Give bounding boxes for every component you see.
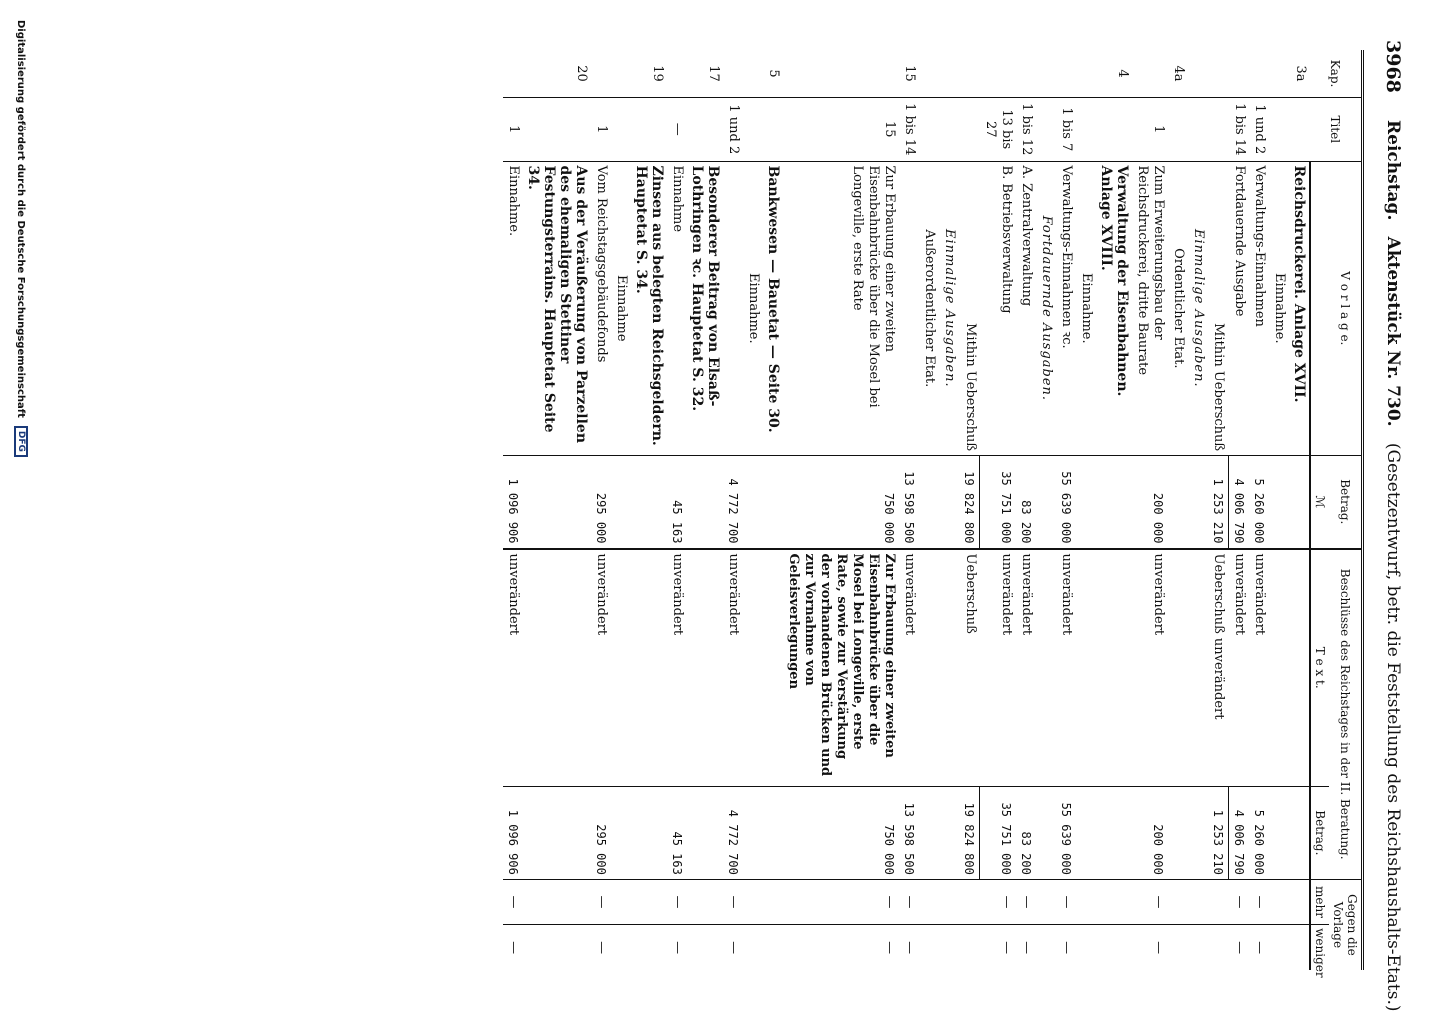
mehr-cell: [1168, 879, 1188, 924]
kap-cell: 19: [650, 65, 666, 82]
amount-cell: [1036, 456, 1056, 549]
text-cell: Einnahme.: [504, 161, 524, 456]
amount-cell: 4 006 790: [1229, 456, 1250, 549]
weniger-cell: [1188, 925, 1208, 970]
mehr-cell: [1188, 879, 1208, 924]
beschluss-text-cell: [1269, 549, 1289, 787]
document-number: Aktenstück Nr. 730.: [1383, 236, 1403, 427]
beschluss-text-cell: [1168, 549, 1188, 787]
titel-cell: [1168, 98, 1188, 161]
text-cell: Einnahme.: [744, 161, 764, 456]
amount-cell: [612, 456, 632, 549]
beschluss-text-cell: unverändert: [504, 549, 524, 787]
amount-cell: 35 751 000: [980, 456, 1016, 549]
table-row: [668, 50, 688, 970]
amount-cell: [632, 456, 668, 549]
beschluss-text-cell: unverändert: [1016, 549, 1036, 787]
table-row: [1076, 50, 1096, 970]
beschluss-amount-cell: 45 163: [668, 786, 688, 879]
text-cell: Einnahme: [612, 161, 632, 456]
table-row: [612, 50, 632, 970]
weniger-cell: [920, 925, 940, 970]
kap-cell: [960, 50, 981, 98]
weniger-cell: [940, 925, 960, 970]
titel-cell: [1269, 98, 1289, 161]
table-row: [1188, 50, 1208, 970]
amount-cell: [524, 456, 592, 549]
weniger-cell: [1208, 925, 1229, 970]
col-header-betrag-2: Betrag.: [1310, 786, 1329, 879]
kap-cell: 5: [766, 69, 782, 78]
titel-cell: 1 bis 14: [900, 98, 920, 161]
beschluss-amount-cell: 200 000: [1132, 786, 1168, 879]
table-row: [744, 50, 764, 970]
beschluss-text-cell: unverändert: [1132, 549, 1168, 787]
text-cell: Einnahme.: [1076, 161, 1096, 456]
kap-cell: [1229, 50, 1250, 98]
kap-cell: [1036, 50, 1056, 98]
weniger-cell: [1289, 925, 1310, 970]
amount-cell: 295 000: [592, 456, 612, 549]
amount-cell: 1 096 906: [504, 456, 524, 549]
beschluss-amount-cell: [1096, 786, 1132, 879]
beschluss-amount-cell: [524, 786, 592, 879]
weniger-cell: [764, 925, 784, 970]
mehr-cell: [1208, 879, 1229, 924]
kap-cell: 4a: [1171, 65, 1186, 82]
text-cell: Zinsen aus belegten Reichsgeldern. Hauptetat S. 34.: [632, 161, 668, 456]
table-row: [900, 50, 920, 970]
table-row: [960, 50, 981, 970]
col-header-gegen: Gegen die Vorlage: [1329, 879, 1363, 970]
beschluss-amount-cell: [940, 786, 960, 879]
beschluss-text-cell: unverändert: [980, 549, 1016, 787]
table-row: [764, 50, 784, 970]
titel-cell: 1 bis 12: [1016, 98, 1036, 161]
beschluss-text-cell: [744, 549, 764, 787]
kap-cell: [1269, 50, 1289, 98]
titel-cell: [688, 98, 724, 161]
amount-cell: 5 260 000: [1249, 456, 1269, 549]
beschluss-text-cell: unverändert: [724, 549, 744, 787]
amount-cell: 45 163: [668, 456, 688, 549]
table-row: [920, 50, 940, 970]
beschluss-text-cell: [764, 549, 784, 787]
weniger-cell: —: [784, 925, 900, 970]
titel-cell: 1: [504, 98, 524, 161]
beschluss-amount-cell: 35 751 000: [980, 786, 1016, 879]
beschluss-amount-cell: 55 639 000: [1056, 786, 1076, 879]
text-cell: Besonderer Beitrag von Elsaß-Lothringen ꝛc. Hauptetat S. 32.: [688, 161, 724, 456]
amount-cell: [1269, 456, 1289, 549]
text-cell: Ordentlicher Etat.: [1168, 161, 1188, 456]
text-cell: Zur Erbauung einer zweiten Eisenbahnbrücke über die Mosel bei Longeville, erste Rate: [784, 161, 900, 456]
weniger-cell: [960, 925, 981, 970]
beschluss-text-cell: [940, 549, 960, 787]
kap-cell: [592, 50, 612, 98]
kap-cell: [504, 50, 524, 98]
text-cell: Mithin Ueberschuß: [1208, 161, 1229, 456]
beschluss-text-cell: unverändert: [1056, 549, 1076, 787]
kap-cell: 3a: [1293, 65, 1308, 82]
text-cell: Aus der Veräußerung von Parzellen des ehemaligen Stettiner Festungsterrains. Hauptetat Seite 34.: [524, 161, 592, 456]
table-row: [592, 50, 612, 970]
beschluss-text-cell: [1036, 549, 1056, 787]
amount-cell: [920, 456, 940, 549]
table-row: [1036, 50, 1056, 970]
kap-cell: [980, 50, 1016, 98]
titel-cell: [632, 98, 668, 161]
mehr-cell: —: [504, 879, 524, 924]
kap-cell: [1249, 50, 1269, 98]
amount-cell: [1076, 456, 1096, 549]
text-cell: B. Betriebsverwaltung: [980, 161, 1016, 456]
beschluss-amount-cell: [764, 786, 784, 879]
col-header-blank: [1310, 161, 1329, 456]
table-row: [1168, 50, 1188, 970]
text-cell: Einmalige Ausgaben.: [1188, 161, 1208, 456]
weniger-cell: —: [980, 925, 1016, 970]
titel-cell: [1188, 98, 1208, 161]
titel-cell: [1289, 98, 1310, 161]
mehr-cell: [960, 879, 981, 924]
mehr-cell: [1289, 879, 1310, 924]
beschluss-text-cell: unverändert: [1229, 549, 1250, 787]
kap-cell: [920, 50, 940, 98]
beschluss-amount-cell: 4 772 700: [724, 786, 744, 879]
text-cell: [724, 161, 744, 456]
kap-cell: [784, 50, 900, 98]
titel-cell: [744, 98, 764, 161]
text-cell: Einnahme: [668, 161, 688, 456]
mehr-cell: [940, 879, 960, 924]
titel-cell: [960, 98, 981, 161]
col-header-mehr: mehr: [1310, 879, 1329, 924]
table-row: [784, 50, 900, 970]
weniger-cell: —: [592, 925, 612, 970]
beschluss-text-cell: [1289, 549, 1310, 787]
text-cell: Außerordentlicher Etat.: [920, 161, 940, 456]
weniger-cell: —: [504, 925, 524, 970]
document-title: [1383, 120, 1403, 1012]
kap-cell: [744, 50, 764, 98]
table-row: [724, 50, 744, 970]
beschluss-amount-cell: [1269, 786, 1289, 879]
table-row: [1289, 50, 1310, 970]
titel-cell: [612, 98, 632, 161]
col-header-beschluesse: Beschlüsse des Reichstages in der II. Beratung.: [1329, 549, 1363, 880]
mehr-cell: —: [980, 879, 1016, 924]
weniger-cell: —: [724, 925, 744, 970]
mehr-cell: [524, 879, 592, 924]
beschluss-amount-cell: 83 200: [1016, 786, 1036, 879]
text-cell: Verwaltung der Eisenbahnen. Anlage XVIII.: [1096, 161, 1132, 456]
weniger-cell: —: [900, 925, 920, 970]
mehr-cell: —: [1056, 879, 1076, 924]
text-cell: Vom Reichstagsgebäudefonds: [592, 161, 612, 456]
budget-table: [504, 50, 1365, 978]
mehr-cell: [764, 879, 784, 924]
weniger-cell: [688, 925, 724, 970]
kap-cell: [1188, 50, 1208, 98]
page-number: 3968: [1382, 40, 1404, 93]
amount-cell: [940, 456, 960, 549]
weniger-cell: [1036, 925, 1056, 970]
mehr-cell: [744, 879, 764, 924]
beschluss-amount-cell: 13 598 500: [900, 786, 920, 879]
beschluss-text-cell: [1188, 549, 1208, 787]
kap-cell: [612, 50, 632, 98]
text-cell: [900, 161, 920, 456]
weniger-cell: —: [1056, 925, 1076, 970]
table-row: [504, 50, 524, 970]
titel-cell: 1 bis 14: [1229, 98, 1250, 161]
table-row: [1132, 50, 1168, 970]
amount-cell: 19 824 800: [960, 456, 981, 549]
mehr-cell: —: [784, 879, 900, 924]
beschluss-text-cell: Ueberschuß unverändert: [1208, 549, 1229, 787]
col-header-betrag: Betrag.: [1329, 456, 1363, 549]
weniger-cell: [632, 925, 668, 970]
titel-cell: 15: [784, 98, 900, 161]
digitization-note: [6, 20, 36, 980]
beschluss-text-cell: [1096, 549, 1132, 787]
table-row: [1056, 50, 1076, 970]
amount-cell: 13 598 500: [900, 456, 920, 549]
beschluss-amount-cell: 295 000: [592, 786, 612, 879]
col-header-vorlage: V o r l a g e.: [1329, 161, 1363, 456]
text-cell: Verwaltungs-Einnahmen: [1249, 161, 1269, 456]
kap-cell: [1132, 50, 1168, 98]
weniger-cell: [524, 925, 592, 970]
beschluss-text-cell: [688, 549, 724, 787]
beschluss-text-cell: Ueberschuß: [960, 549, 981, 787]
text-cell: Reichsdruckerei. Anlage XVII.: [1289, 161, 1310, 456]
titel-cell: [1208, 98, 1229, 161]
mehr-cell: —: [1016, 879, 1036, 924]
beschluss-text-cell: [524, 549, 592, 787]
titel-cell: [940, 98, 960, 161]
beschluss-text-cell: unverändert: [668, 549, 688, 787]
weniger-cell: [1096, 925, 1132, 970]
amount-cell: [744, 456, 764, 549]
amount-cell: [764, 456, 784, 549]
institution: Reichstag.: [1383, 120, 1403, 221]
text-cell: Einnahme.: [1269, 161, 1289, 456]
col-header-titel: Titel: [1310, 98, 1363, 161]
page-header: [1368, 40, 1418, 1012]
text-cell: Fortdauernde Ausgabe: [1229, 161, 1250, 456]
amount-cell: 1 253 210: [1208, 456, 1229, 549]
beschluss-text-cell: [612, 549, 632, 787]
amount-cell: 4 772 700: [724, 456, 744, 549]
text-cell: Einmalige Ausgaben.: [940, 161, 960, 456]
beschluss-amount-cell: [744, 786, 764, 879]
kap-cell: 17: [706, 65, 722, 82]
beschluss-text-cell: [632, 549, 668, 787]
titel-cell: [1036, 98, 1056, 161]
beschluss-amount-cell: 1 096 906: [504, 786, 524, 879]
table-row: [940, 50, 960, 970]
titel-cell: —: [668, 98, 688, 161]
table-row: [1096, 50, 1132, 970]
kap-cell: 4: [1115, 69, 1130, 78]
text-cell: Verwaltungs-Einnahmen ꝛc.: [1056, 161, 1076, 456]
beschluss-text-cell: [920, 549, 940, 787]
text-cell: Bankwesen — Bauetat — Seite 30.: [764, 161, 784, 456]
beschluss-amount-cell: 4 006 790: [1229, 786, 1250, 879]
weniger-cell: —: [1016, 925, 1036, 970]
text-cell: Mithin Ueberschuß: [960, 161, 981, 456]
kap-cell: [724, 50, 744, 98]
text-cell: Zum Erweiterungsbau der Reichsdruckerei, dritte Baurate: [1132, 161, 1168, 456]
titel-cell: 1: [592, 98, 612, 161]
titel-cell: 1 und 2: [724, 98, 744, 161]
kap-cell: [940, 50, 960, 98]
beschluss-text-cell: unverändert: [592, 549, 612, 787]
kap-cell: [1076, 50, 1096, 98]
col-header-kap: Kap.: [1310, 50, 1363, 98]
dfg-logo: DFG: [14, 426, 28, 457]
table-row: [524, 50, 592, 970]
mehr-cell: —: [668, 879, 688, 924]
mehr-cell: —: [900, 879, 920, 924]
table-row: [1229, 50, 1250, 970]
titel-cell: [1096, 98, 1132, 161]
mehr-cell: [1269, 879, 1289, 924]
weniger-cell: —: [668, 925, 688, 970]
titel-cell: 13 bis 27: [980, 98, 1016, 161]
mehr-cell: —: [1132, 879, 1168, 924]
mehr-cell: —: [1229, 879, 1250, 924]
titel-cell: [764, 98, 784, 161]
mehr-cell: [688, 879, 724, 924]
amount-cell: [1289, 456, 1310, 549]
mehr-cell: [632, 879, 668, 924]
titel-cell: 1 bis 7: [1056, 98, 1076, 161]
beschluss-amount-cell: [632, 786, 668, 879]
weniger-cell: —: [1249, 925, 1269, 970]
titel-cell: [524, 98, 592, 161]
kap-cell: 20: [574, 65, 590, 82]
table-row: [980, 50, 1016, 970]
weniger-cell: [1076, 925, 1096, 970]
beschluss-amount-cell: 19 824 800: [960, 786, 981, 879]
weniger-cell: [612, 925, 632, 970]
beschluss-amount-cell: 5 260 000: [1249, 786, 1269, 879]
beschluss-amount-cell: [688, 786, 724, 879]
kap-cell: [1056, 50, 1076, 98]
digitization-note-text: Digitalisierung gefördert durch die Deutsche Forschungsgemeinschaft: [15, 20, 27, 418]
mehr-cell: [1076, 879, 1096, 924]
col-header-weniger: weniger: [1310, 925, 1329, 970]
beschluss-amount-cell: [1289, 786, 1310, 879]
amount-cell: 83 200: [1016, 456, 1036, 549]
beschluss-amount-cell: 750 000: [784, 786, 900, 879]
amount-cell: [1168, 456, 1188, 549]
weniger-cell: [744, 925, 764, 970]
col-header-text: T e x t.: [1310, 549, 1329, 787]
table-row: [1208, 50, 1229, 970]
table-row: [1269, 50, 1289, 970]
table-body: [504, 50, 1311, 970]
amount-cell: 750 000: [784, 456, 900, 549]
amount-cell: [1096, 456, 1132, 549]
text-cell: A. Zentralverwaltung: [1016, 161, 1036, 456]
titel-cell: [920, 98, 940, 161]
amount-cell: 200 000: [1132, 456, 1168, 549]
beschluss-text-cell: unverändert: [900, 549, 920, 787]
beschluss-amount-cell: [920, 786, 940, 879]
beschluss-amount-cell: [1188, 786, 1208, 879]
amount-cell: [1188, 456, 1208, 549]
beschluss-amount-cell: [1076, 786, 1096, 879]
titel-cell: [1076, 98, 1096, 161]
mehr-cell: —: [1249, 879, 1269, 924]
kap-cell: [1016, 50, 1036, 98]
kap-cell: [1208, 50, 1229, 98]
titel-cell: 1 und 2: [1249, 98, 1269, 161]
mehr-cell: —: [724, 879, 744, 924]
document-description: (Gesetzentwurf, betr. die Feststellung des Reichshaushalts-Etats.): [1383, 442, 1403, 1012]
table-row: [688, 50, 724, 970]
table-row: [1016, 50, 1036, 970]
beschluss-amount-cell: 1 253 210: [1208, 786, 1229, 879]
titel-cell: 1: [1132, 98, 1168, 161]
table-row: [1249, 50, 1269, 970]
weniger-cell: —: [1132, 925, 1168, 970]
mehr-cell: [612, 879, 632, 924]
kap-cell: [668, 50, 688, 98]
table-row: [632, 50, 668, 970]
mehr-cell: [1036, 879, 1056, 924]
weniger-cell: [1168, 925, 1188, 970]
col-header-mark: ℳ: [1310, 456, 1329, 549]
beschluss-text-cell: unverändert: [1249, 549, 1269, 787]
mehr-cell: [920, 879, 940, 924]
mehr-cell: [1096, 879, 1132, 924]
mehr-cell: —: [592, 879, 612, 924]
beschluss-amount-cell: [1168, 786, 1188, 879]
amount-cell: 55 639 000: [1056, 456, 1076, 549]
kap-cell: 15: [902, 65, 918, 82]
beschluss-amount-cell: [1036, 786, 1056, 879]
beschluss-text-cell: [1076, 549, 1096, 787]
weniger-cell: [1269, 925, 1289, 970]
beschluss-amount-cell: [612, 786, 632, 879]
text-cell: Fortdauernde Ausgaben.: [1036, 161, 1056, 456]
beschluss-text-cell: Zur Erbauung einer zweiten Eisenbahnbrücke über die Mosel bei Longeville, erste Rate, sowie zur Verstärkung der vorhandenen Brücken und zur Vornahme von Geleisverlegungen: [784, 549, 900, 787]
weniger-cell: —: [1229, 925, 1250, 970]
amount-cell: [688, 456, 724, 549]
